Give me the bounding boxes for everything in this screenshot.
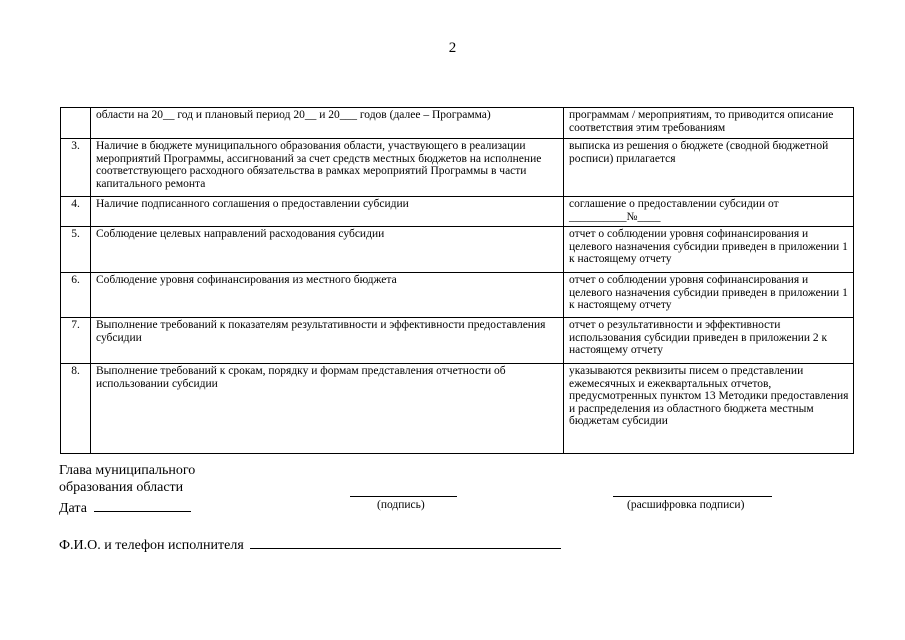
row-number: 3. xyxy=(61,139,91,197)
signatory-title-line1: Глава муниципального xyxy=(59,463,196,478)
signature-line xyxy=(350,496,457,497)
row-criterion: области на 20__ год и плановый период 20__ и 20___ годов (далее – Программа) xyxy=(91,108,564,139)
row-criterion: Выполнение требований к показателям результативности и эффективности предоставления субсидии xyxy=(91,318,564,364)
row-document: указываются реквизиты писем о представлении ежемесячных и ежеквартальных отчетов, предусмотренных пунктом 13 Методики предоставления и распределения из областного бюджета местным бюджетам субсидии xyxy=(564,364,854,454)
table-row xyxy=(61,139,854,197)
table-row xyxy=(61,227,854,273)
signatory-title-line2: образования области xyxy=(59,480,184,495)
signatory-title xyxy=(59,462,195,496)
date-label: Дата xyxy=(59,501,87,516)
table-row xyxy=(61,318,854,364)
row-number: 6. xyxy=(61,273,91,318)
row-criterion: Соблюдение уровня софинансирования из местного бюджета xyxy=(91,273,564,318)
row-criterion: Наличие подписанного соглашения о предоставлении субсидии xyxy=(91,197,564,227)
table-row xyxy=(61,197,854,227)
row-document: программам / мероприятиям, то приводится описание соответствия этим требованиям xyxy=(564,108,854,139)
row-number: 7. xyxy=(61,318,91,364)
row-criterion: Выполнение требований к срокам, порядку и формам представления отчетности об использовании субсидии xyxy=(91,364,564,454)
decoding-caption: (расшифровка подписи) xyxy=(627,499,745,511)
date-blank-line xyxy=(94,499,191,512)
signature-caption: (подпись) xyxy=(377,499,425,511)
row-document: отчет о результативности и эффективности использования субсидии приведен в приложении 2 к настоящему отчету xyxy=(564,318,854,364)
executor-blank-line xyxy=(250,536,561,549)
executor-label: Ф.И.О. и телефон исполнителя xyxy=(59,538,244,553)
row-document: отчет о соблюдении уровня софинансирования и целевого назначения субсидии приведен в приложении 1 к настоящему отчету xyxy=(564,273,854,318)
date-field xyxy=(59,499,191,517)
row-number: 8. xyxy=(61,364,91,454)
row-criterion: Наличие в бюджете муниципального образования области, участвующего в реализации мероприятий Программы, ассигнований за счет средств местных бюджетов на исполнение соответствующего расходного обязательства в рамках мероприятий Программы в части капитального ремонта xyxy=(91,139,564,197)
row-document: выписка из решения о бюджете (сводной бюджетной росписи) прилагается xyxy=(564,139,854,197)
page-number: 2 xyxy=(448,40,457,56)
row-number xyxy=(61,108,91,139)
table-row xyxy=(61,364,854,454)
requirements-table xyxy=(60,107,854,454)
row-number: 4. xyxy=(61,197,91,227)
row-document: соглашение о предоставлении субсидии от __________№____ xyxy=(564,197,854,227)
table-row xyxy=(61,108,854,139)
row-number: 5. xyxy=(61,227,91,273)
executor-field xyxy=(59,536,561,554)
row-document: отчет о соблюдении уровня софинансирования и целевого назначения субсидии приведен в приложении 1 к настоящему отчету xyxy=(564,227,854,273)
decoding-line xyxy=(613,496,772,497)
table-row xyxy=(61,273,854,318)
row-criterion: Соблюдение целевых направлений расходования субсидии xyxy=(91,227,564,273)
